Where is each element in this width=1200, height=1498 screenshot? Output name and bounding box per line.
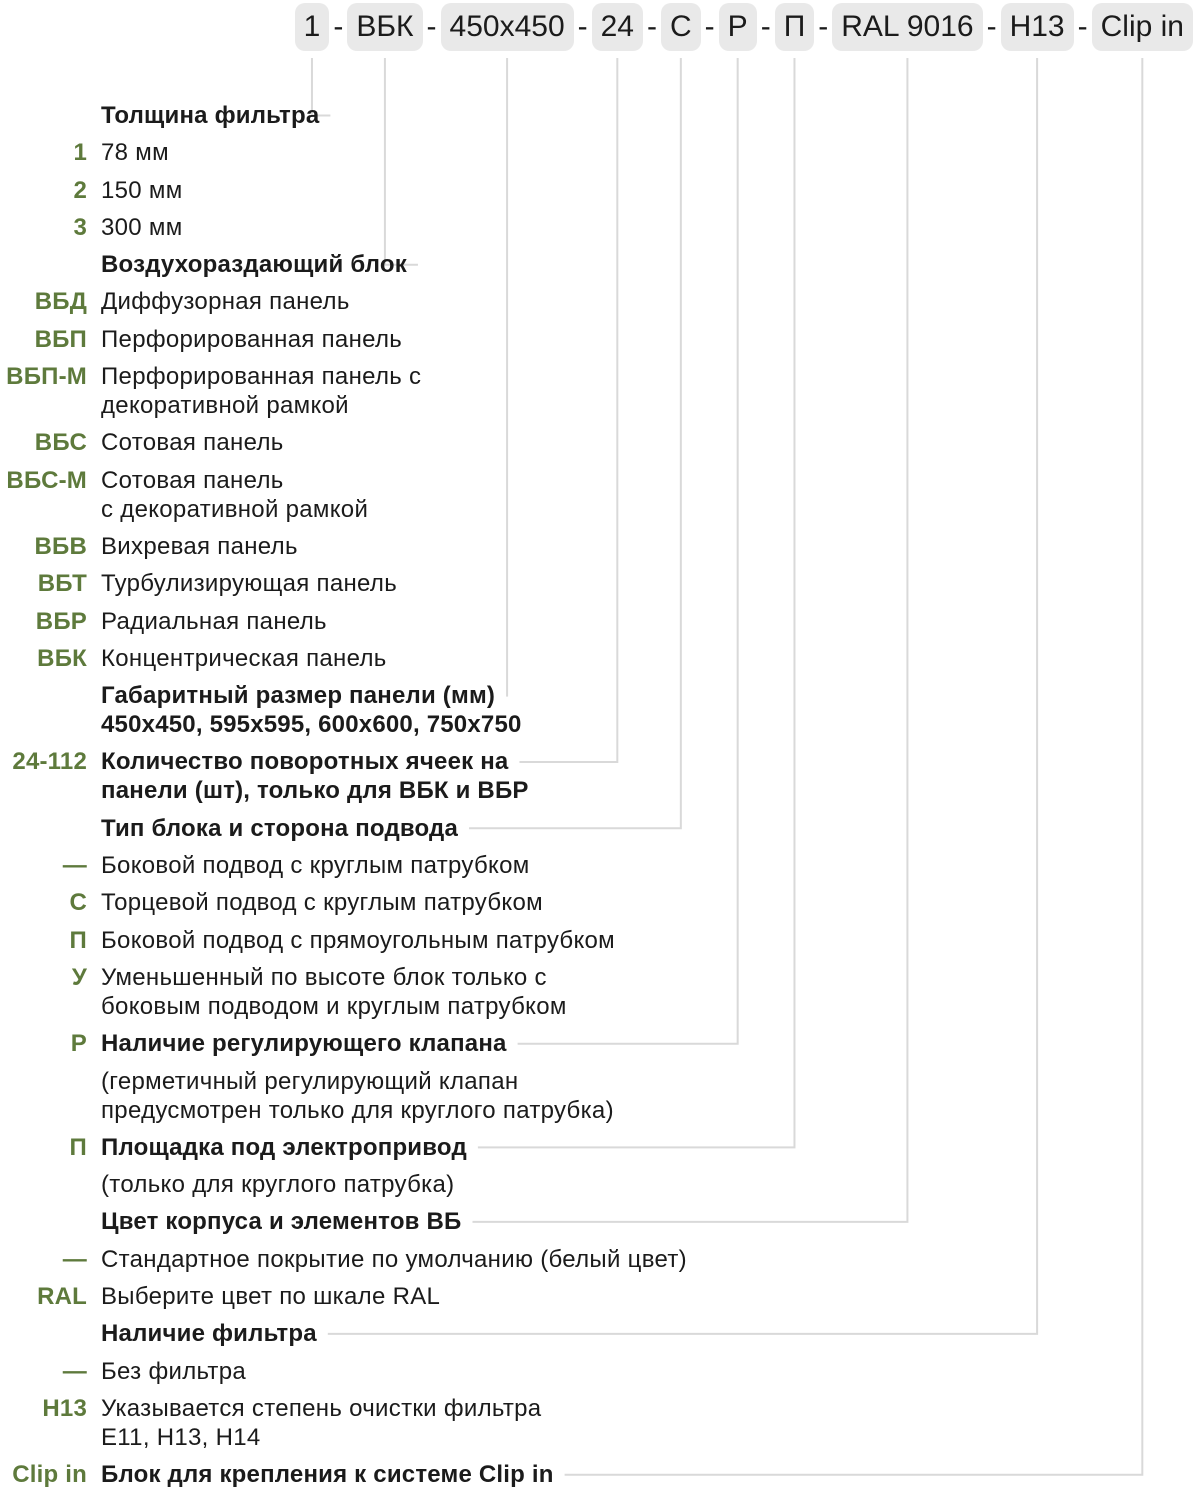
legend-code: ВБС-М [6,466,87,494]
code-separator: - [333,10,344,43]
legend-row [0,607,1200,636]
legend-row [0,1133,1200,1162]
legend-text: Перфорированная панель [101,325,403,353]
legend-code: ВБВ [34,532,87,560]
legend-row [0,1282,1200,1311]
code-separator: - [647,10,657,43]
legend-row [0,851,1200,880]
legend-code: 2 [73,176,87,204]
legend-row [0,428,1200,457]
code-separator: - [704,10,715,43]
legend-text: Диффузорная панель [101,288,350,316]
legend-row [0,250,1200,279]
legend-row [0,466,1200,524]
code-segment: Clip in [1092,3,1193,51]
code-separator: - [426,10,437,43]
legend-header: Тип блока и сторона подвода [101,814,459,842]
legend-header: Воздухораздающий блок [101,251,407,279]
legend-code: ВБП [34,325,87,353]
legend-code [0,1207,87,1236]
legend-code: ВБК [37,644,87,672]
legend-text: Концентрическая панель [101,644,387,672]
legend-code: П [69,1133,87,1161]
legend-text: Выберите цвет по шкале RAL [101,1283,441,1311]
legend-code: — [62,1357,87,1385]
legend-code: П [69,926,87,954]
code-separator: - [818,10,829,43]
code-segment: 24 [592,3,643,51]
legend-row [0,1207,1200,1236]
legend-row [0,362,1200,420]
legend [0,101,1200,1498]
code-segment: Р [719,3,757,51]
legend-row [0,1394,1200,1452]
legend-header: Площадка под электропривод [101,1133,467,1161]
legend-code: ВБТ [37,570,87,598]
legend-text: Стандартное покрытие по умолчанию (белый цвет) [101,1245,687,1273]
legend-code: У [71,963,87,991]
legend-text: Указывается степень очистки фильтра E11, H13, H14 [101,1394,542,1451]
legend-row [0,213,1200,242]
legend-text: Торцевой подвод с круглым патрубком [101,889,543,917]
legend-row [0,1245,1200,1274]
legend-code: ВБС [34,429,87,457]
code-segment: П [775,3,815,51]
legend-header: Блок для крепления к системе Clip in [101,1461,554,1489]
legend-text: (только для круглого патрубка) [101,1171,455,1199]
legend-code: 1 [73,139,87,167]
legend-row [0,681,1200,739]
legend-text: Турбулизирующая панель [101,570,397,598]
legend-header: Толщина фильтра [101,102,320,129]
legend-code [0,681,87,739]
legend-code: 3 [73,213,87,241]
code-segment: С [661,3,701,51]
legend-row [0,287,1200,316]
legend-row [0,532,1200,561]
legend-row [0,1460,1200,1489]
legend-text: Без фильтра [101,1357,247,1385]
legend-header: Габаритный размер панели (мм) 450x450, 595x595, 600x600, 750x750 [101,682,522,739]
legend-code [0,1319,87,1348]
legend-text: Вихревая панель [101,532,298,560]
legend-text: Боковой подвод с круглым патрубком [101,852,530,880]
legend-code: С [69,889,87,917]
legend-row [0,926,1200,955]
legend-code [0,1067,87,1125]
legend-text: 300 мм [101,213,183,241]
legend-row [0,101,1200,130]
legend-row [0,325,1200,354]
legend-row [0,747,1200,805]
legend-text: 150 мм [101,176,183,204]
legend-code: ВБД [34,288,87,316]
legend-row [0,569,1200,598]
legend-text: (герметичный регулирующий клапан предусмотрен только для круглого патрубка) [101,1067,614,1124]
legend-code [0,1170,87,1199]
code-segment: 1 [295,3,330,51]
legend-code: ВБР [35,607,87,635]
legend-row [0,644,1200,673]
legend-text: Сотовая панель [101,429,284,457]
code-bar [295,3,1193,51]
legend-code: ВБП-М [6,363,87,391]
legend-row [0,1170,1200,1199]
code-segment: RAL 9016 [832,3,982,51]
legend-row [0,1357,1200,1386]
legend-row [0,1067,1200,1125]
legend-header: Количество поворотных ячеек на панели (шт), только для ВБК и ВБР [101,748,529,805]
code-separator: - [760,10,771,43]
code-segment: H13 [1001,3,1074,51]
code-separator: - [1077,10,1088,43]
legend-row [0,138,1200,167]
legend-code [0,101,87,130]
legend-text: Радиальная панель [101,607,327,635]
legend-code: RAL [37,1283,87,1311]
legend-code: — [62,852,87,880]
legend-header: Цвет корпуса и элементов ВБ [101,1208,462,1236]
legend-code: Р [70,1030,87,1058]
legend-row [0,1319,1200,1348]
legend-code: H13 [42,1394,87,1422]
legend-code: 24-112 [12,748,87,776]
legend-code: Clip in [12,1461,87,1489]
legend-header: Наличие регулирующего клапана [101,1030,507,1058]
legend-code: — [62,1245,87,1273]
legend-row [0,814,1200,843]
legend-row [0,1029,1200,1058]
legend-text: Сотовая панель с декоративной рамкой [101,466,369,523]
legend-text: Перфорированная панель с декоративной рамкой [101,363,422,420]
code-separator: - [986,10,997,43]
code-segment: ВБК [347,3,422,51]
code-segment: 450x450 [441,3,574,51]
legend-code [0,814,87,843]
legend-code [0,250,87,279]
code-separator: - [577,10,588,43]
legend-text: Боковой подвод с прямоугольным патрубком [101,926,615,954]
legend-row [0,888,1200,917]
legend-row [0,963,1200,1021]
legend-row [0,176,1200,205]
legend-header: Наличие фильтра [101,1320,317,1348]
legend-text: 78 мм [101,139,169,167]
legend-text: Уменьшенный по высоте блок только с боковым подводом и круглым патрубком [101,963,567,1020]
